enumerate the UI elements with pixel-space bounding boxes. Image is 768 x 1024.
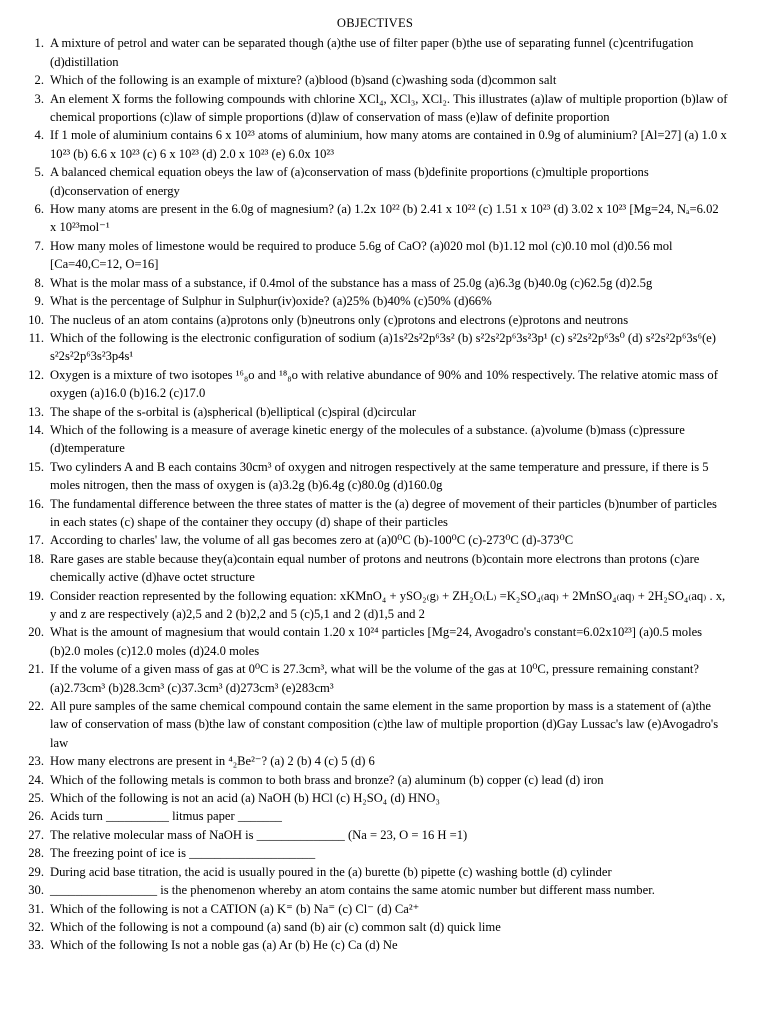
question-item	[22, 660, 728, 697]
question-number: 6.	[34, 202, 44, 217]
question-text: Which of the following is not a compound (a) sand (b) air (c) common salt (d) quick lime	[50, 919, 501, 934]
question-text: The relative molecular mass of NaOH is ______________ (Na = 23, O = 16 H =1)	[50, 827, 468, 842]
question-text: According to charles' law, the volume of all gas becomes zero at (a)0⁰C (b)-100⁰C (c)-273⁰C (d)-373⁰C	[50, 533, 574, 548]
question-text: Which of the following is not an acid (a) NaOH (b) HCl (c) H₂SO₄ (d) HNO₃	[50, 791, 440, 806]
question-number: 33.	[28, 938, 44, 953]
question-text: The shape of the s-orbital is (a)spherical (b)elliptical (c)spiral (d)circular	[50, 404, 417, 419]
question-item	[22, 163, 728, 200]
question-item	[22, 200, 728, 237]
question-number: 11.	[28, 330, 44, 345]
question-item	[22, 900, 728, 918]
question-item	[22, 458, 728, 495]
question-text: If 1 mole of aluminium contains 6 x 10²³ atoms of aluminium, how many atoms are contained in 0.9g of aluminium? [Al=27] (a) 1.0 x 10²³ (b) 6.6 x 10²³ (c) 6 x 10²³ (d) 2.0 x 10²³ (e) 6.0x 10²³	[50, 128, 727, 161]
question-text: How many atoms are present in the 6.0g of magnesium? (a) 1.2x 10²² (b) 2.41 x 10²² (c) 1.51 x 10²³ (d) 3.02 x 10²³ [Mg=24, Nₐ=6.02 x 10²³mol⁻¹	[50, 202, 719, 235]
question-text: All pure samples of the same chemical compound contain the same element in the same proportion by mass is a statement of (a)the law of conservation of mass (b)the law of constant composition (c)the law of multiple proportion (d)Gay Lussac's law (e)Avogadro's law	[50, 699, 719, 750]
question-text: Which of the following is the electronic configuration of sodium (a)1s²2s²2p⁶3s² (b) s²2s²2p⁶3s²3p¹ (c) s²2s²2p⁶3s⁰ (d) s²2s²2p⁶3s⁶(e) s²2s²2p⁶3s²3p4s¹	[50, 330, 716, 364]
question-text: A mixture of petrol and water can be separated though (a)the use of filter paper (b)the use of separating funnel (c)centrifugation (d)distillation	[50, 36, 694, 69]
question-item	[22, 881, 728, 899]
question-number: 25.	[28, 791, 44, 806]
question-number: 5.	[34, 165, 44, 180]
question-item	[22, 329, 728, 366]
question-number: 21.	[28, 662, 44, 677]
question-number: 29.	[28, 864, 44, 879]
question-text: The freezing point of ice is ____________________	[50, 846, 316, 861]
question-number: 8.	[34, 275, 44, 290]
question-number: 3.	[34, 91, 44, 106]
question-text: _________________ is the phenomenon whereby an atom contains the same atomic number but different mass number.	[50, 883, 655, 898]
question-number: 4.	[34, 128, 44, 143]
question-item	[22, 918, 728, 936]
question-number: 26.	[28, 809, 44, 824]
question-text: Two cylinders A and B each contains 30cm³ of oxygen and nitrogen respectively at the same temperature and pressure, if there is 5 moles nitrogen, then the mass of oxygen is (a)3.2g (b)6.4g (c)80.0g (d)160.0g	[50, 459, 709, 493]
question-item	[22, 403, 728, 421]
question-text: Oxygen is a mixture of two isotopes ¹⁶₈o and ¹⁸₈o with relative abundance of 90% and 10% respectively. The relative atomic mass of oxygen (a)16.0 (b)16.2 (c)17.0	[50, 367, 718, 401]
question-item	[22, 292, 728, 310]
question-item	[22, 366, 728, 403]
question-number: 10.	[28, 312, 44, 327]
question-text: The fundamental difference between the three states of matter is the (a) degree of movement of their particles (b)number of particles in each states (c) shape of the container they occupy (d) shape of their particles	[50, 496, 717, 529]
question-item	[22, 34, 728, 71]
question-item	[22, 752, 728, 770]
question-number: 1.	[34, 36, 44, 51]
question-text: Which of the following is not a CATION (a) K⁼ (b) Na⁼ (c) Cl⁻ (d) Ca²⁺	[50, 901, 420, 916]
question-text: Which of the following metals is common to both brass and bronze? (a) aluminum (b) copper (c) lead (d) iron	[50, 772, 604, 787]
question-list	[22, 34, 728, 954]
question-text: An element X forms the following compounds with chlorine XCl₄, XCl₃, XCl₂. This illustrates (a)law of multiple proportion (b)law of chemical proportions (c)law of simple proportions (d)law of conservation of mass (e)law of definite proportion	[50, 91, 728, 125]
question-text: Acids turn __________ litmus paper _______	[50, 809, 282, 824]
question-number: 7.	[34, 238, 44, 253]
question-item	[22, 550, 728, 587]
question-item	[22, 531, 728, 549]
question-text: How many electrons are present in ⁴₂Be²⁻? (a) 2 (b) 4 (c) 5 (d) 6	[50, 754, 375, 769]
question-text: Consider reaction represented by the following equation: xKMnO₄ + ySO₂₍g₎ + ZH₂O₍L₎ =K₂SO₄₍aq₎ + 2MnSO₄₍aq₎ + 2H₂SO₄₍aq₎ . x, y and z are respectively (a)2,5 and 2 (b)2,2 and 5 (c)5,1 and 2 (d)1,5 and 2	[50, 588, 726, 621]
question-item	[22, 863, 728, 881]
question-item	[22, 807, 728, 825]
question-number: 20.	[28, 625, 44, 640]
question-number: 22.	[28, 699, 44, 714]
question-item	[22, 936, 728, 954]
question-number: 12.	[28, 367, 44, 382]
question-text: Which of the following is a measure of average kinetic energy of the molecules of a substance. (a)volume (b)mass (c)pressure (d)temperature	[50, 422, 685, 456]
question-text: What is the percentage of Sulphur in Sulphur(iv)oxide? (a)25% (b)40% (c)50% (d)66%	[50, 294, 492, 309]
question-text: Which of the following Is not a noble gas (a) Ar (b) He (c) Ca (d) Ne	[50, 938, 398, 953]
page-title: OBJECTIVES	[336, 16, 414, 30]
question-item	[22, 697, 728, 752]
question-text: How many moles of limestone would be required to produce 5.6g of CaO? (a)020 mol (b)1.12 mol (c)0.10 mol (d)0.56 mol [Ca=40,C=12, O=16]	[50, 238, 673, 272]
question-item	[22, 771, 728, 789]
question-text: Which of the following is an example of mixture? (a)blood (b)sand (c)washing soda (d)common salt	[50, 73, 557, 88]
question-text: What is the amount of magnesium that would contain 1.20 x 10²⁴ particles [Mg=24, Avogadro's constant=6.02x10²³] (a)0.5 moles (b)2.0 moles (c)12.0 moles (d)24.0 moles	[50, 625, 703, 658]
question-item	[22, 237, 728, 274]
question-number: 14.	[28, 422, 44, 437]
question-item	[22, 90, 728, 127]
question-item	[22, 623, 728, 660]
question-number: 15.	[28, 459, 44, 474]
question-text: A balanced chemical equation obeys the law of (a)conservation of mass (b)definite proportions (c)multiple proportions (d)conservation of energy	[50, 165, 649, 198]
question-item	[22, 274, 728, 292]
question-number: 17.	[28, 533, 44, 548]
question-number: 30.	[28, 883, 44, 898]
question-text: Rare gases are stable because they(a)contain equal number of protons and neutrons (b)contain more electrons than protons (c)are chemically active (d)have octet structure	[50, 551, 700, 585]
question-number: 13.	[28, 404, 44, 419]
question-item	[22, 587, 728, 624]
question-number: 2.	[34, 73, 44, 88]
question-number: 19.	[28, 588, 44, 603]
question-item	[22, 421, 728, 458]
question-text: If the volume of a given mass of gas at 0⁰C is 27.3cm³, what will be the volume of the gas at 10⁰C, pressure remaining constant? (a)2.73cm³ (b)28.3cm³ (c)37.3cm³ (d)273cm³ (e)283cm³	[50, 662, 700, 695]
question-item	[22, 826, 728, 844]
question-number: 9.	[34, 294, 44, 309]
question-number: 24.	[28, 772, 44, 787]
question-number: 23.	[28, 754, 44, 769]
question-item	[22, 311, 728, 329]
question-number: 27.	[28, 827, 44, 842]
question-number: 31.	[28, 901, 44, 916]
question-item	[22, 789, 728, 807]
question-item	[22, 495, 728, 532]
question-text: The nucleus of an atom contains (a)protons only (b)neutrons only (c)protons and electrons (e)protons and neutrons	[50, 312, 629, 327]
question-item	[22, 126, 728, 163]
question-number: 16.	[28, 496, 44, 511]
question-text: What is the molar mass of a substance, if 0.4mol of the substance has a mass of 25.0g (a)6.3g (b)40.0g (c)62.5g (d)2.5g	[50, 275, 653, 290]
question-number: 18.	[28, 551, 44, 566]
question-number: 32.	[28, 919, 44, 934]
question-item	[22, 71, 728, 89]
question-text: During acid base titration, the acid is usually poured in the (a) burette (b) pipette (c) washing bottle (d) cylinder	[50, 864, 612, 879]
question-number: 28.	[28, 846, 44, 861]
question-item	[22, 844, 728, 862]
